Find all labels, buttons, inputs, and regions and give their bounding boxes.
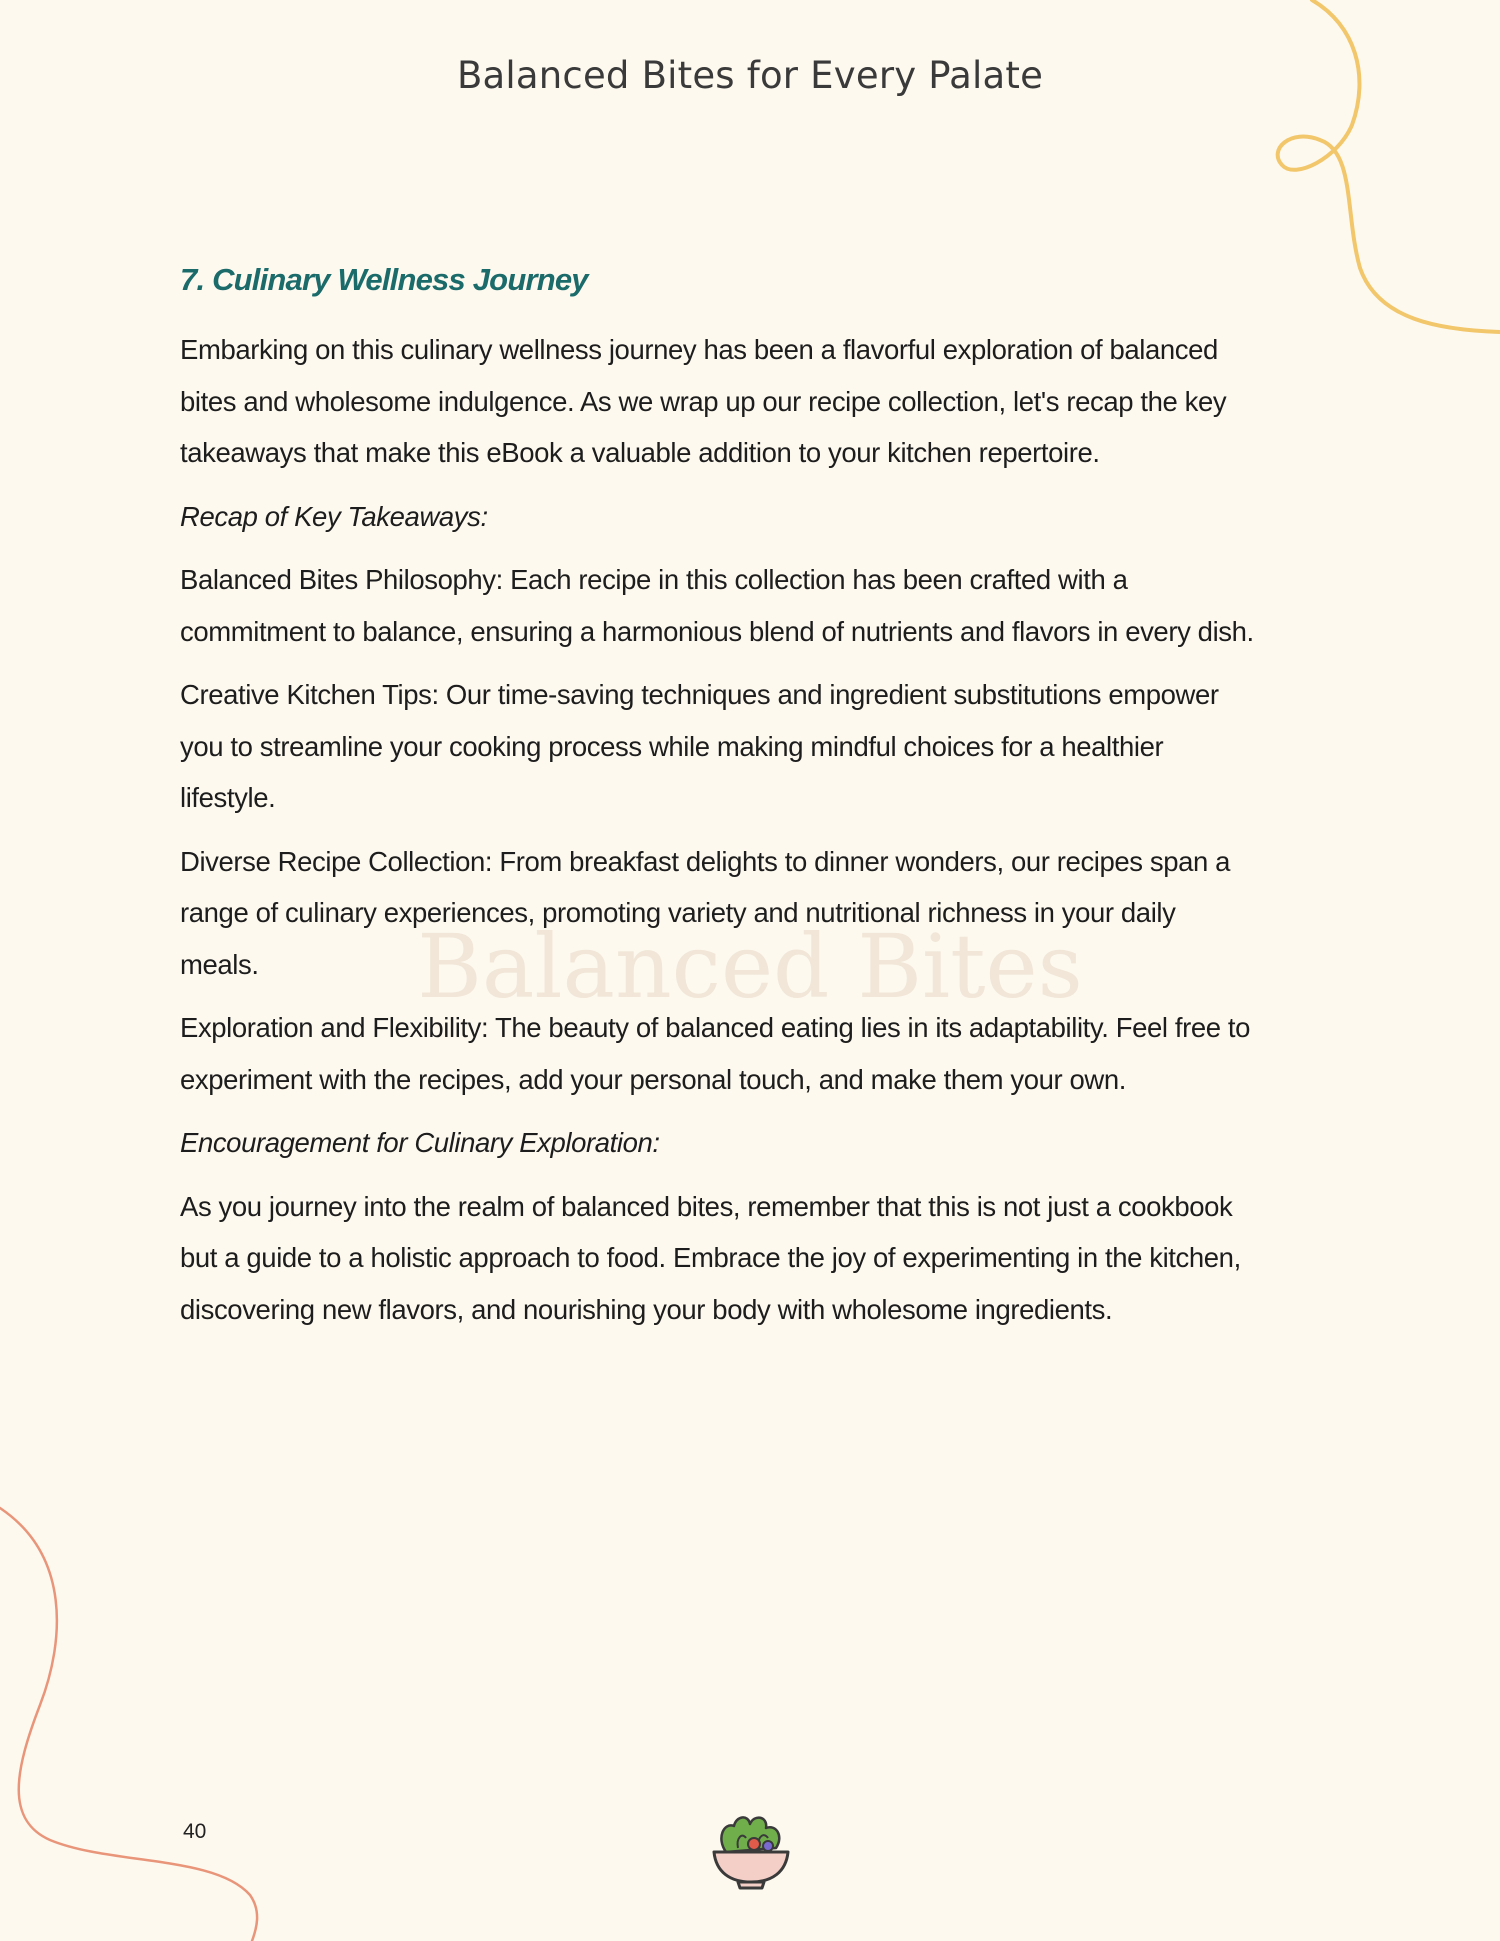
- salad-bowl-icon: [708, 1808, 794, 1892]
- takeaway-paragraph: Creative Kitchen Tips: Our time-saving techniques and ingredient substitutions empower you to streamline your cooking process while making mindful choices for a healthier lifestyle.: [180, 679, 1219, 813]
- intro-paragraph: Embarking on this culinary wellness journey has been a flavorful exploration of balanced bites and wholesome indulgence. As we wrap up our recipe collection, let's recap the key takeaways that make this eBook a valuable addition to your kitchen repertoire.: [180, 334, 1227, 468]
- decorative-squiggle-bottom-left: [0, 1500, 270, 1941]
- section-title: 7. Culinary Wellness Journey: [180, 262, 588, 297]
- closing-paragraph: As you journey into the realm of balanced bites, remember that this is not just a cookbook but a guide to a holistic approach to food. Embrace the joy of experimenting in the kitchen, discovering new flavors, and nourishing your body with wholesome ingredients.: [180, 1190, 1241, 1325]
- encouragement-heading: Encouragement for Culinary Exploration:: [180, 1127, 660, 1158]
- page-number: 40: [183, 1820, 207, 1843]
- takeaway-paragraph: Diverse Recipe Collection: From breakfast delights to dinner wonders, our recipes span a range of culinary experiences, promoting variety and nutritional richness in your daily meals.: [180, 845, 1231, 980]
- takeaway-paragraph: Exploration and Flexibility: The beauty of balanced eating lies in its adaptability. Feel free to experiment with the recipes, add your personal touch, and make them your own.: [180, 1012, 1250, 1095]
- page-header-title: Balanced Bites for Every Palate: [456, 54, 1044, 97]
- main-content: [180, 262, 1260, 1347]
- recap-heading: Recap of Key Takeaways:: [180, 500, 488, 532]
- watermark: Balanced Bites: [417, 915, 1083, 1018]
- takeaway-paragraph: Balanced Bites Philosophy: Each recipe in this collection has been crafted with a commitment to balance, ensuring a harmonious blend of nutrients and flavors in every dish.: [180, 564, 1254, 647]
- decorative-squiggle-top-right: [1260, 0, 1500, 340]
